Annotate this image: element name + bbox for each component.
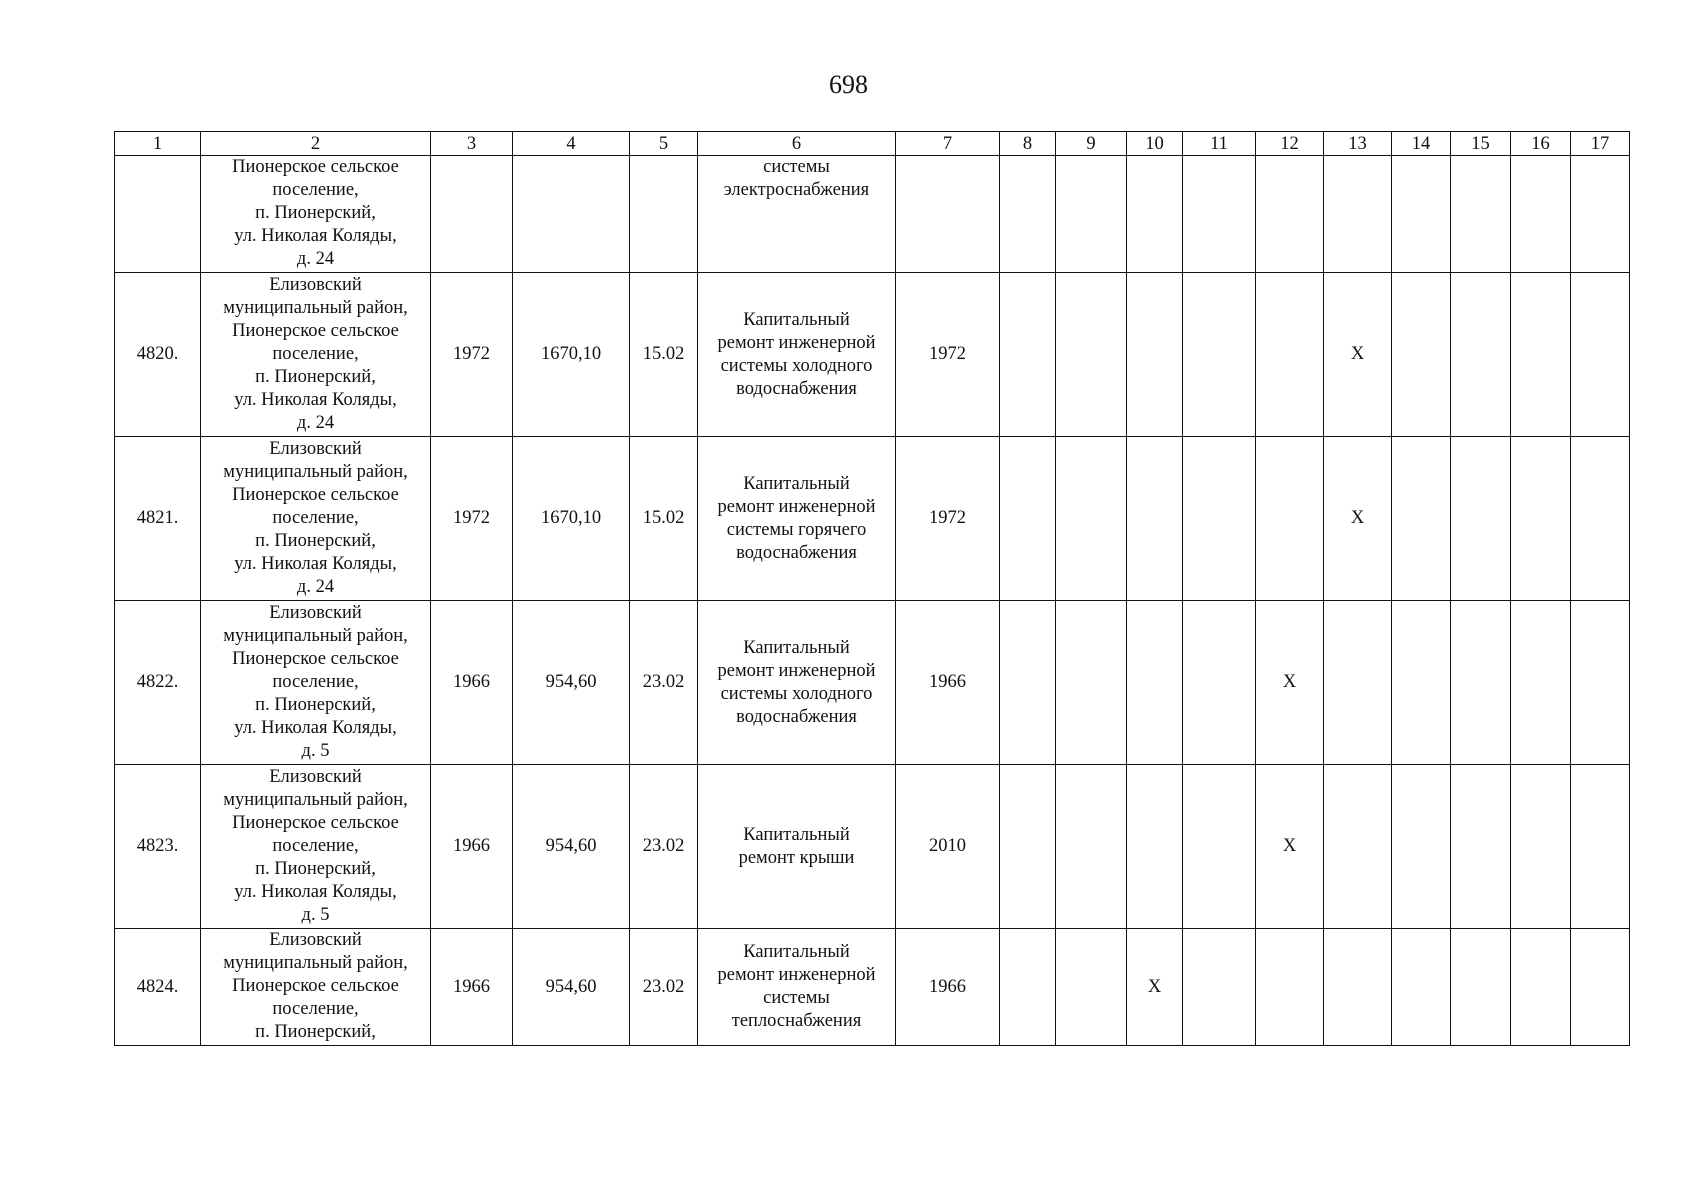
work-type-cell-line: ремонт инженерной xyxy=(717,496,876,517)
mark-cell-col-11 xyxy=(1183,929,1256,1046)
mark-cell-col-10 xyxy=(1127,765,1183,929)
column-header-4: 4 xyxy=(513,132,630,156)
area-cell: 1670,10 xyxy=(513,273,630,437)
address-cell-line: Елизовский xyxy=(269,603,362,623)
year-built-cell xyxy=(431,156,513,273)
mark-cell-col-13: X xyxy=(1324,273,1392,437)
code-cell: 15.02 xyxy=(630,437,698,601)
mark-cell-col-17 xyxy=(1571,156,1630,273)
mark-cell-col-14 xyxy=(1392,273,1451,437)
year-cell: 1966 xyxy=(896,929,1000,1046)
mark-cell-col-8 xyxy=(1000,273,1056,437)
address-cell-line: ул. Николая Коляды, xyxy=(234,226,397,246)
column-header-7: 7 xyxy=(896,132,1000,156)
mark-cell-col-15 xyxy=(1451,765,1511,929)
year-built-cell: 1966 xyxy=(431,765,513,929)
work-type-cell xyxy=(698,601,896,765)
area-cell: 954,60 xyxy=(513,765,630,929)
work-type-cell-line: системы холодного xyxy=(720,355,873,376)
work-type-cell-line: Капитальный xyxy=(743,309,850,330)
work-type-cell-line: водоснабжения xyxy=(736,542,857,563)
column-header-2: 2 xyxy=(201,132,431,156)
work-type-cell-line: системы xyxy=(763,988,830,1008)
row-number: 4821. xyxy=(115,437,201,601)
mark-cell-col-12: X xyxy=(1256,601,1324,765)
mark-cell-col-12 xyxy=(1256,273,1324,437)
work-type-cell xyxy=(698,437,896,601)
area-cell xyxy=(513,156,630,273)
mark-cell-col-9 xyxy=(1056,156,1127,273)
column-header-13: 13 xyxy=(1324,132,1392,156)
mark-cell-col-15 xyxy=(1451,437,1511,601)
mark-cell-col-11 xyxy=(1183,765,1256,929)
mark-cell-col-14 xyxy=(1392,156,1451,273)
address-cell-line: поселение, xyxy=(272,180,359,200)
mark-cell-col-8 xyxy=(1000,156,1056,273)
column-header-6: 6 xyxy=(698,132,896,156)
mark-cell-col-16 xyxy=(1511,765,1571,929)
address-cell-line: муниципальный район, xyxy=(223,462,408,482)
work-type-cell-line: водоснабжения xyxy=(736,706,857,727)
work-type-cell xyxy=(698,929,896,1046)
address-cell-line: поселение, xyxy=(272,836,359,856)
mark-cell-col-13 xyxy=(1324,601,1392,765)
address-cell-line: Пионерское сельское xyxy=(232,813,399,833)
address-cell-line: п. Пионерский, xyxy=(255,367,376,387)
mark-cell-col-15 xyxy=(1451,156,1511,273)
work-type-cell xyxy=(698,273,896,437)
area-cell: 1670,10 xyxy=(513,437,630,601)
address-cell xyxy=(201,437,431,601)
code-cell: 23.02 xyxy=(630,601,698,765)
column-header-11: 11 xyxy=(1183,132,1256,156)
mark-cell-col-8 xyxy=(1000,601,1056,765)
table-row xyxy=(115,437,1630,601)
address-cell-line: муниципальный район, xyxy=(223,626,408,646)
mark-cell-col-15 xyxy=(1451,273,1511,437)
mark-cell-col-11 xyxy=(1183,601,1256,765)
work-type-cell-line: ремонт инженерной xyxy=(717,965,876,985)
address-cell-line: поселение, xyxy=(272,672,359,692)
mark-cell-col-11 xyxy=(1183,437,1256,601)
address-cell-line: Елизовский xyxy=(269,930,362,950)
mark-cell-col-12 xyxy=(1256,929,1324,1046)
capital-repair-table xyxy=(114,131,1630,1046)
address-cell-line: д. 24 xyxy=(296,577,335,597)
mark-cell-col-12 xyxy=(1256,437,1324,601)
year-built-cell: 1972 xyxy=(431,273,513,437)
column-header-8: 8 xyxy=(1000,132,1056,156)
address-cell-line: ул. Николая Коляды, xyxy=(234,882,397,902)
row-number: 4824. xyxy=(115,929,201,1046)
address-cell-line: Пионерское сельское xyxy=(232,485,399,505)
mark-cell-col-17 xyxy=(1571,437,1630,601)
row-number: 4823. xyxy=(115,765,201,929)
mark-cell-col-14 xyxy=(1392,601,1451,765)
year-built-cell: 1966 xyxy=(431,929,513,1046)
work-type-cell-line: водоснабжения xyxy=(736,378,857,399)
address-cell-line: Елизовский xyxy=(269,275,362,295)
mark-cell-col-16 xyxy=(1511,273,1571,437)
address-cell-line: Елизовский xyxy=(269,439,362,459)
mark-cell-col-13: X xyxy=(1324,437,1392,601)
address-cell-line: Пионерское сельское xyxy=(232,157,399,177)
address-cell-line: п. Пионерский, xyxy=(255,531,376,551)
address-cell-line: д. 24 xyxy=(296,413,335,433)
address-cell xyxy=(201,156,431,273)
code-cell: 15.02 xyxy=(630,273,698,437)
year-built-cell: 1966 xyxy=(431,601,513,765)
mark-cell-col-9 xyxy=(1056,765,1127,929)
mark-cell-col-11 xyxy=(1183,273,1256,437)
address-cell-line: п. Пионерский, xyxy=(255,859,376,879)
column-header-9: 9 xyxy=(1056,132,1127,156)
year-cell: 1972 xyxy=(896,273,1000,437)
table-row xyxy=(115,929,1630,1046)
address-cell-line: п. Пионерский, xyxy=(255,1022,376,1042)
work-type-cell-line: Капитальный xyxy=(743,473,850,494)
mark-cell-col-14 xyxy=(1392,437,1451,601)
column-header-12: 12 xyxy=(1256,132,1324,156)
work-type-cell-line: ремонт крыши xyxy=(738,847,855,868)
column-header-16: 16 xyxy=(1511,132,1571,156)
mark-cell-col-9 xyxy=(1056,601,1127,765)
column-number-header xyxy=(115,132,1630,156)
mark-cell-col-10 xyxy=(1127,273,1183,437)
work-type-cell-line: ремонт инженерной xyxy=(717,660,876,681)
work-type-cell xyxy=(698,765,896,929)
column-header-14: 14 xyxy=(1392,132,1451,156)
row-number: 4820. xyxy=(115,273,201,437)
address-cell xyxy=(201,765,431,929)
work-type-cell-line: системы холодного xyxy=(720,683,873,704)
address-cell xyxy=(201,929,431,1046)
column-header-10: 10 xyxy=(1127,132,1183,156)
mark-cell-col-16 xyxy=(1511,437,1571,601)
mark-cell-col-9 xyxy=(1056,437,1127,601)
column-header-17: 17 xyxy=(1571,132,1630,156)
address-cell-line: поселение, xyxy=(272,508,359,528)
mark-cell-col-11 xyxy=(1183,156,1256,273)
column-header-3: 3 xyxy=(431,132,513,156)
address-cell-line: Пионерское сельское xyxy=(232,976,399,996)
mark-cell-col-17 xyxy=(1571,601,1630,765)
mark-cell-col-14 xyxy=(1392,929,1451,1046)
address-cell-line: д. 24 xyxy=(296,249,335,269)
mark-cell-col-9 xyxy=(1056,929,1127,1046)
work-type-cell-line: теплоснабжения xyxy=(731,1011,862,1031)
column-header-1: 1 xyxy=(115,132,201,156)
mark-cell-col-15 xyxy=(1451,929,1511,1046)
work-type-cell-line: системы горячего xyxy=(726,519,867,540)
year-cell: 1966 xyxy=(896,601,1000,765)
column-header-5: 5 xyxy=(630,132,698,156)
mark-cell-col-17 xyxy=(1571,929,1630,1046)
mark-cell-col-8 xyxy=(1000,929,1056,1046)
mark-cell-col-10 xyxy=(1127,156,1183,273)
address-cell xyxy=(201,601,431,765)
mark-cell-col-9 xyxy=(1056,273,1127,437)
address-cell-line: муниципальный район, xyxy=(223,790,408,810)
address-cell-line: ул. Николая Коляды, xyxy=(234,390,397,410)
work-type-cell-line: Капитальный xyxy=(743,824,850,845)
table-body xyxy=(115,132,1630,1046)
mark-cell-col-17 xyxy=(1571,273,1630,437)
mark-cell-col-10 xyxy=(1127,601,1183,765)
mark-cell-col-17 xyxy=(1571,765,1630,929)
table-row xyxy=(115,273,1630,437)
mark-cell-col-16 xyxy=(1511,156,1571,273)
table-row xyxy=(115,601,1630,765)
work-type-cell-line: ремонт инженерной xyxy=(717,332,876,353)
table-row xyxy=(115,765,1630,929)
mark-cell-col-16 xyxy=(1511,929,1571,1046)
table-row xyxy=(115,156,1630,273)
column-header-15: 15 xyxy=(1451,132,1511,156)
year-cell: 2010 xyxy=(896,765,1000,929)
address-cell-line: д. 5 xyxy=(301,741,330,761)
area-cell: 954,60 xyxy=(513,929,630,1046)
address-cell-line: д. 5 xyxy=(301,905,330,925)
code-cell: 23.02 xyxy=(630,929,698,1046)
row-number xyxy=(115,156,201,273)
mark-cell-col-13 xyxy=(1324,929,1392,1046)
area-cell: 954,60 xyxy=(513,601,630,765)
mark-cell-col-8 xyxy=(1000,437,1056,601)
address-cell-line: Елизовский xyxy=(269,767,362,787)
year-built-cell: 1972 xyxy=(431,437,513,601)
address-cell xyxy=(201,273,431,437)
work-type-cell xyxy=(698,156,896,273)
address-cell-line: поселение, xyxy=(272,344,359,364)
address-cell-line: муниципальный район, xyxy=(223,298,408,318)
work-type-cell-line: Капитальный xyxy=(743,942,850,962)
mark-cell-col-13 xyxy=(1324,765,1392,929)
mark-cell-col-8 xyxy=(1000,765,1056,929)
mark-cell-col-14 xyxy=(1392,765,1451,929)
address-cell-line: ул. Николая Коляды, xyxy=(234,554,397,574)
mark-cell-col-12 xyxy=(1256,156,1324,273)
address-cell-line: п. Пионерский, xyxy=(255,695,376,715)
mark-cell-col-10 xyxy=(1127,437,1183,601)
row-number: 4822. xyxy=(115,601,201,765)
page-number: 698 xyxy=(829,70,868,99)
year-cell xyxy=(896,156,1000,273)
mark-cell-col-16 xyxy=(1511,601,1571,765)
address-cell-line: поселение, xyxy=(272,999,359,1019)
address-cell-line: п. Пионерский, xyxy=(255,203,376,223)
work-type-cell-line: системы xyxy=(763,157,830,177)
code-cell: 23.02 xyxy=(630,765,698,929)
mark-cell-col-13 xyxy=(1324,156,1392,273)
address-cell-line: муниципальный район, xyxy=(223,953,408,973)
year-cell: 1972 xyxy=(896,437,1000,601)
address-cell-line: ул. Николая Коляды, xyxy=(234,718,397,738)
address-cell-line: Пионерское сельское xyxy=(232,649,399,669)
work-type-cell-line: электроснабжения xyxy=(723,180,870,200)
mark-cell-col-12: X xyxy=(1256,765,1324,929)
mark-cell-col-10: X xyxy=(1127,929,1183,1046)
mark-cell-col-15 xyxy=(1451,601,1511,765)
code-cell xyxy=(630,156,698,273)
address-cell-line: Пионерское сельское xyxy=(232,321,399,341)
work-type-cell-line: Капитальный xyxy=(743,637,850,658)
